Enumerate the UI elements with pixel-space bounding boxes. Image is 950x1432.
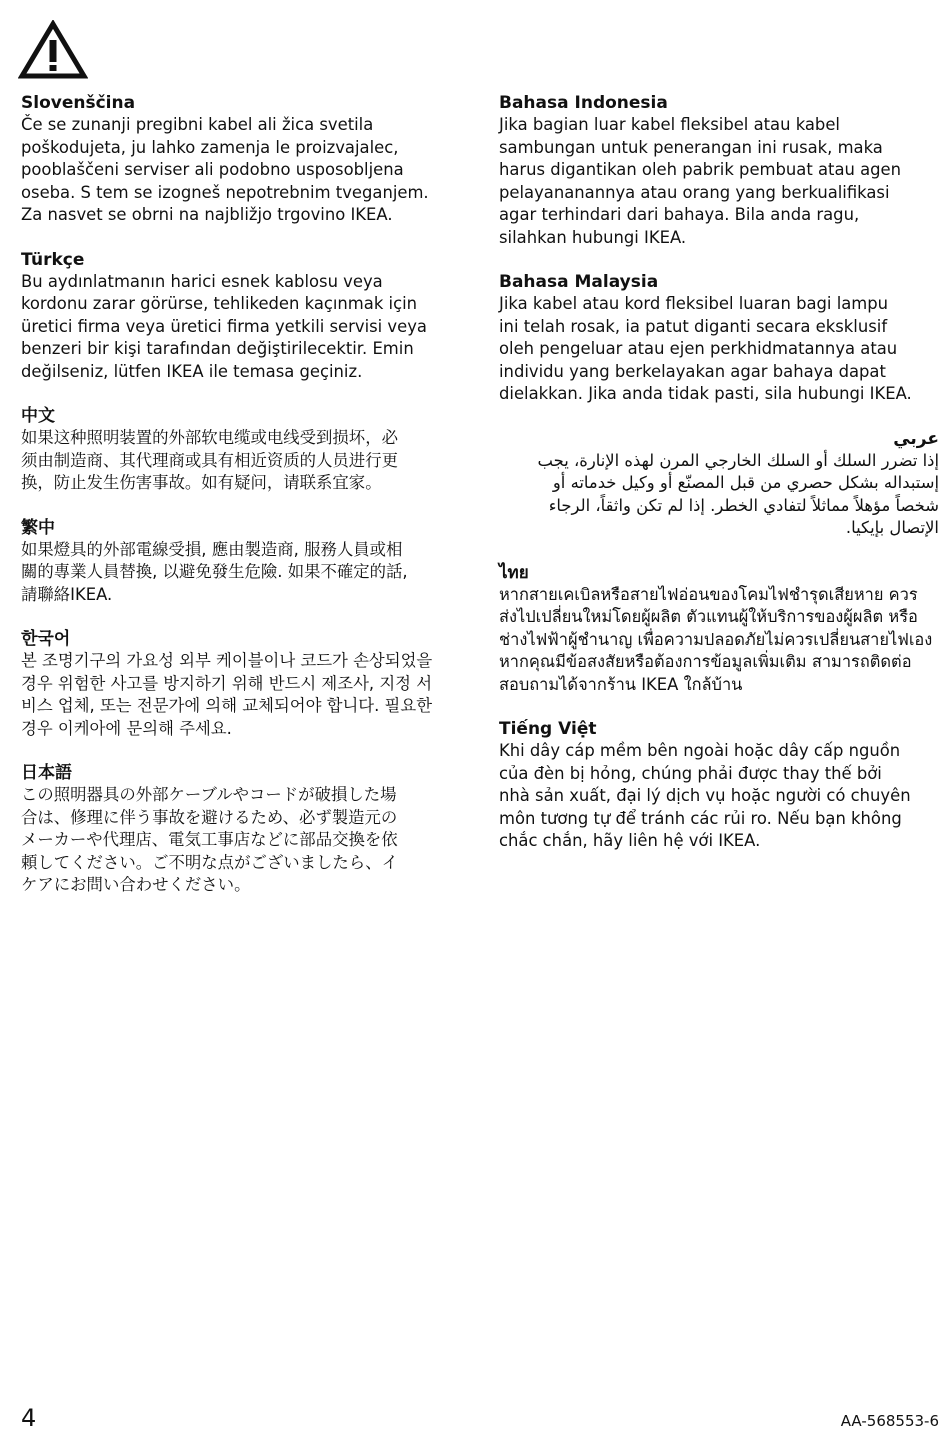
right-column [499,92,939,875]
section-korean [21,628,466,740]
section-body: Khi dây cáp mềm bên ngoài hoặc dây cấp nguồn của đèn bị hỏng, chúng phải được thay thế bởi nhà sản xuất, đại lý dịch vụ hoặc người có chuyên môn tương tự để tránh các rủi ro. Nếu bạn không chắc chắn, hãy liên hệ với IKEA. [499,741,911,850]
section-body: 如果燈具的外部電線受損, 應由製造商, 服務人員或相 關的專業人員替換, 以避免發生危險. 如果不確定的話, 請聯絡IKEA. [21,539,408,604]
section-heading: Bahasa Malaysia [499,272,659,292]
section-heading: Bahasa Indonesia [499,93,668,113]
section-arabic [499,428,939,540]
section-body: 본 조명기구의 가요성 외부 케이블이나 코드가 손상되었을 경우 위험한 사고를 방지하기 위해 반드시 제조사, 지정 서 비스 업체, 또는 전문가에 의해 교체되어야 합니다. 필요한 경우 이케아에 문의해 주세요. [21,651,433,738]
left-column [21,92,466,919]
section-body: 如果这种照明装置的外部软电缆或电线受到损坏，必 须由制造商、其代理商或具有相近资质的人员进行更 换，防止发生伤害事故。如有疑问，请联系宜家。 [21,428,398,492]
section-chinese-simplified [21,405,466,495]
section-heading: ไทย [499,562,529,583]
section-heading: 中文 [21,406,55,426]
section-heading: Türkçe [21,249,85,270]
section-body: Jika bagian luar kabel fleksibel atau kabel sambungan untuk penerangan ini rusak, maka harus digantikan oleh pabrik pembuat atau agen pelayananannya atau orang yang berkualifikasi agar terhindari dari bahaya. Bila anda ragu, silahkan hubungi IKEA. [499,115,902,247]
section-bahasa-malaysia [499,271,939,406]
section-body: Če se zunanji pregibni kabel ali žica svetila poškodujeta, ju lahko zamenja le proizvajalec, pooblaščeni serviser ali podobno usposobljena oseba. S tem se izogneš nepotrebnim tveganjem. Za nasvet se obrni na najbližjo trgovino IKEA. [21,115,429,224]
section-tieng-viet [499,718,939,853]
section-body: この照明器具の外部ケーブルやコードが破損した場 合は、修理に伴う事故を避けるため、必ず製造元の メーカーや代理店、電気工事店などに部品交換を依 頼してください。ご不明な点がございましたら、イ ケアにお問い合わせください。 [21,785,398,894]
section-heading: Slovenščina [21,93,136,113]
section-body: Jika kabel atau kord fleksibel luaran bagi lampu ini telah rosak, ia patut diganti secara eksklusif oleh pengeluar atau ejen perkhidmatannya atau individu yang berkelayakan agar bahaya dapat dielakkan. Jika anda tidak pasti, sila hubungi IKEA. [499,294,912,403]
section-heading: 繁中 [21,517,55,538]
page-number: 4 [21,1404,37,1432]
section-heading: 한국어 [21,629,71,649]
document-code: AA-568553-6 [840,1412,939,1430]
section-slovenscina [21,92,466,227]
section-body: Bu aydınlatmanın harici esnek kablosu veya kordonu zarar görürse, tehlikeden kaçınmak için üretici firma veya üretici firma yetkili servisi veya benzeri bir kişi tarafından değiştirilecektir. Emin değilseniz, lütfen IKEA ile temasa geçiniz. [21,271,427,381]
section-heading: عربي [893,428,939,449]
section-thai [499,562,939,697]
section-chinese-traditional [21,517,466,607]
section-heading: Tiếng Việt [499,719,597,739]
section-heading: 日本語 [21,763,72,783]
warning-triangle-icon [18,20,88,80]
section-body: إذا تضرر السلك أو السلك الخارجي المرن لهذه الإنارة، يجب إستبداله بشكل حصري من قبل المصنّع أو وكيل خدماته أو شخصاً مؤهلاً مماثلاً لتفادي الخطر. إذا لم تكن واثقاً، الرجاء الإتصال بإيكيا. [537,450,939,537]
section-turkce [21,249,466,384]
section-japanese [21,762,466,897]
section-bahasa-indonesia [499,92,939,249]
section-body: หากสายเคเบิลหรือสายไฟอ่อนของโคมไฟชำรุดเสียหาย ควร ส่งไปเปลี่ยนใหม่โดยผู้ผลิต ตัวแทนผู้ให้บริการของผู้ผลิต หรือ ช่างไฟฟ้าผู้ชำนาญ เพื่อความปลอดภัยไม่ควรเปลี่ยนสายไฟเอง หากคุณมีข้อสงสัยหรือต้องการข้อมูลเพิ่มเติม สามารถติดต่อ สอบถามได้จากร้าน IKEA ใกล้บ้าน [499,584,933,694]
